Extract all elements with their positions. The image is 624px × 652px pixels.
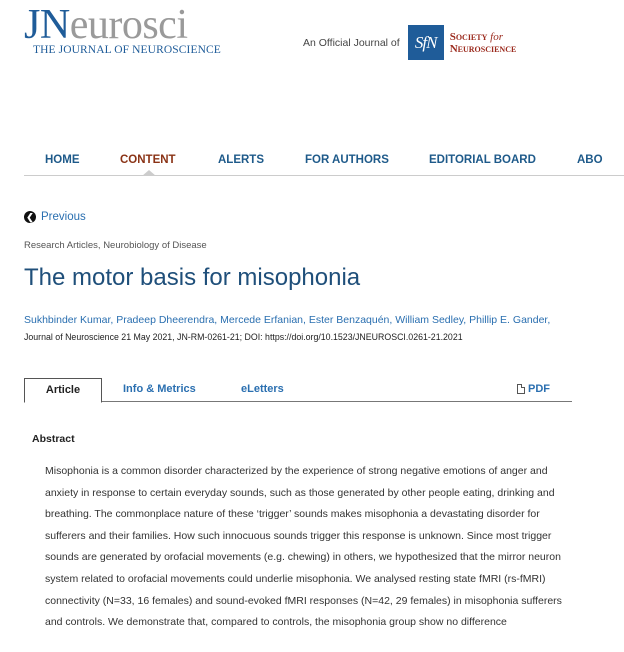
society-for: for [490, 30, 503, 43]
logo-rest: eurosci [69, 2, 188, 48]
tab-eletters[interactable]: eLetters [241, 383, 284, 395]
official-journal-text: An Official Journal of [303, 36, 400, 49]
nav-editorial-board[interactable]: EDITORIAL BOARD [429, 154, 536, 166]
article-title: The motor basis for misophonia [24, 264, 361, 291]
abstract-heading: Abstract [32, 433, 75, 445]
nav-content[interactable]: CONTENT [120, 154, 176, 166]
society-name[interactable] [450, 31, 517, 55]
article-tabs [24, 378, 572, 402]
nav-alerts[interactable]: ALERTS [218, 154, 264, 166]
logo-n: N [39, 2, 70, 48]
sfn-logo-text: SfN [414, 32, 437, 52]
pdf-label: PDF [528, 383, 550, 395]
article-citation: Journal of Neuroscience 21 May 2021, JN-RM-0261-21; DOI: https://doi.org/10.1523/JNEUROSCI.0261-21.2021 [24, 332, 463, 342]
society-line2: Neuroscience [449, 42, 517, 55]
tab-article[interactable]: Article [24, 378, 102, 403]
previous-label: Previous [41, 211, 86, 223]
tab-info-metrics[interactable]: Info & Metrics [123, 383, 196, 395]
article-authors[interactable]: Sukhbinder Kumar, Pradeep Dheerendra, Mercede Erfanian, Ester Benzaquén, William Sedley, Phillip E. Gander, [24, 314, 551, 326]
nav-active-caret-icon [142, 170, 156, 176]
nav-about[interactable]: ABO [577, 154, 603, 166]
abstract-text: Misophonia is a common disorder characterized by the experience of strong negative emotions of anger and anxiety in response to certain everyday sounds, such as those generated by other people eating, drinking and breathing. The commonplace nature of these ‘trigger’ sounds makes misophonia a devastating disorder for sufferers and their families. How such innocuous sounds trigger this response is unknown. Since most trigger sounds are generated by orofacial movements (e.g. chewing) in others, we hypothesized that the mirror neuron system related to orofacial movements could underlie misophonia. We analysed resting state fMRI (rs-fMRI) connectivity (N=33, 16 females) and sound-evoked fMRI responses (N=42, 29 females) in misophonia sufferers and controls. We demonstrate that, compared to controls, the misophonia group show no difference [45, 465, 562, 629]
sfn-affiliation [303, 25, 516, 60]
pdf-button[interactable] [517, 383, 550, 395]
nav-for-authors[interactable]: FOR AUTHORS [305, 154, 389, 166]
jneurosci-logo[interactable] [24, 4, 221, 56]
logo-wordmark [24, 4, 221, 46]
arrow-left-circle-icon: ❮ [24, 211, 36, 223]
previous-link[interactable] [24, 211, 86, 223]
logo-subtitle: THE JOURNAL OF NEUROSCIENCE [33, 44, 221, 56]
main-nav [24, 152, 624, 176]
society-line1-row [450, 31, 517, 43]
nav-home[interactable]: HOME [45, 154, 80, 166]
logo-j: J [24, 2, 40, 48]
article-category: Research Articles, Neurobiology of Disease [24, 240, 207, 251]
sfn-logo-icon[interactable] [408, 25, 444, 60]
society-line1: Society [449, 30, 488, 43]
file-icon [517, 384, 525, 394]
